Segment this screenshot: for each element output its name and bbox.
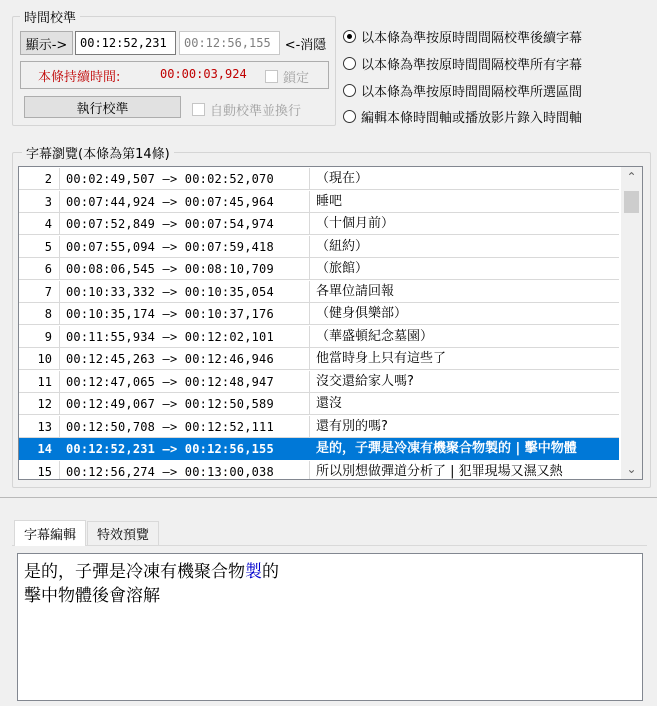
- subtitle-editor[interactable]: [17, 553, 643, 701]
- row-text: （紐約）: [316, 238, 369, 254]
- clear-button[interactable]: <-消隱: [284, 37, 327, 53]
- editor-line-1-after: 的: [262, 562, 279, 582]
- row-timecode: 00:12:49,067 —> 00:12:50,589: [60, 393, 310, 415]
- row-text: 是的，子彈是冷凍有機聚合物製的 | 擊中物體: [316, 441, 577, 456]
- row-number: 14: [19, 438, 60, 460]
- row-number: 12: [19, 393, 60, 415]
- list-scrollbar[interactable]: [621, 167, 642, 479]
- scroll-up-icon[interactable]: ⌃: [626, 170, 637, 184]
- row-timecode: 00:12:52,231 —> 00:12:56,155: [60, 438, 310, 460]
- subtitle-list[interactable]: [18, 166, 643, 480]
- table-row[interactable]: [19, 281, 619, 303]
- row-number: 8: [19, 303, 60, 325]
- show-button[interactable]: 顯示->: [20, 31, 73, 55]
- row-text: 還有別的嗎?: [316, 418, 388, 434]
- row-text: （旅館）: [316, 261, 369, 276]
- row-number: 10: [19, 348, 60, 370]
- table-row[interactable]: [19, 168, 619, 190]
- row-number: 5: [19, 236, 60, 258]
- editor-line-1-before: 是的，子彈是冷凍有機聚合物: [24, 562, 245, 582]
- auto-calibrate-checkbox: [192, 100, 301, 119]
- start-time-field[interactable]: 00:12:52,231: [75, 31, 176, 55]
- row-timecode: 00:12:50,708 —> 00:12:52,111: [60, 416, 310, 438]
- scroll-down-icon[interactable]: ⌄: [626, 462, 637, 476]
- panel-divider[interactable]: [0, 497, 657, 498]
- row-number: 15: [19, 461, 60, 481]
- editor-highlighted-char: 製: [245, 562, 262, 582]
- row-text: 睡吧: [316, 193, 343, 209]
- editor-line-1: [24, 560, 636, 584]
- table-row[interactable]: [19, 438, 619, 460]
- row-number: 7: [19, 281, 60, 303]
- lock-checkbox-box: [265, 70, 278, 83]
- row-timecode: 00:12:56,274 —> 00:13:00,038: [60, 461, 310, 481]
- radio-circle-2[interactable]: [343, 57, 356, 70]
- radio-label-4: 編輯本條時間軸或播放影片錄入時間軸: [361, 111, 583, 126]
- radio-label-1: 以本條為準按原時間間隔校準後續字幕: [361, 31, 583, 46]
- end-time-field: 00:12:56,155: [179, 31, 280, 55]
- table-row[interactable]: [19, 371, 619, 393]
- row-number: 13: [19, 416, 60, 438]
- row-text: 他當時身上只有這些了: [316, 351, 447, 366]
- row-number: 11: [19, 371, 60, 393]
- row-timecode: 00:02:49,507 —> 00:02:52,070: [60, 168, 310, 190]
- row-number: 2: [19, 168, 60, 190]
- table-row[interactable]: [19, 191, 619, 213]
- time-calibration-title: 時間校準: [20, 7, 80, 26]
- row-text: 各單位請回報: [316, 283, 395, 299]
- radio-label-3: 以本條為準按原時間間隔校準所選區間: [361, 85, 583, 100]
- radio-option-4[interactable]: [343, 107, 582, 126]
- row-timecode: 00:12:45,263 —> 00:12:46,946: [60, 348, 310, 370]
- row-text: （現在）: [316, 171, 369, 186]
- table-row[interactable]: [19, 416, 619, 438]
- row-text: （健身俱樂部）: [316, 306, 408, 321]
- duration-value: 00:00:03,924: [160, 67, 247, 81]
- radio-option-3[interactable]: [343, 81, 582, 100]
- row-timecode: 00:07:44,924 —> 00:07:45,964: [60, 191, 310, 213]
- lock-checkbox: [265, 67, 309, 86]
- editor-line-2: 擊中物體後會溶解: [24, 586, 160, 606]
- table-row[interactable]: [19, 236, 619, 258]
- row-timecode: 00:10:33,332 —> 00:10:35,054: [60, 281, 310, 303]
- duration-label: 本條持續時間:: [38, 70, 121, 85]
- radio-circle-1[interactable]: [343, 30, 356, 43]
- row-timecode: 00:07:52,849 —> 00:07:54,974: [60, 213, 310, 235]
- scroll-thumb[interactable]: [624, 191, 639, 213]
- row-number: 4: [19, 213, 60, 235]
- row-timecode: 00:11:55,934 —> 00:12:02,101: [60, 326, 310, 348]
- tab-effects-preview[interactable]: 特效預覽: [87, 521, 159, 545]
- radio-option-2[interactable]: [343, 54, 582, 73]
- radio-label-2: 以本條為準按原時間間隔校準所有字幕: [361, 58, 583, 73]
- radio-circle-3[interactable]: [343, 84, 356, 97]
- radio-option-1[interactable]: [343, 27, 582, 46]
- table-row[interactable]: [19, 303, 619, 325]
- auto-calibrate-label: 自動校準並換行: [210, 104, 302, 119]
- row-number: 6: [19, 258, 60, 280]
- subtitle-browse-title: 字幕瀏覽(本條為第14條): [22, 143, 174, 162]
- row-text: 所以別想做彈道分析了 | 犯罪現場又濕又熱: [316, 463, 563, 479]
- table-row[interactable]: [19, 348, 619, 370]
- row-text: （十個月前）: [316, 216, 395, 231]
- row-timecode: 00:10:35,174 —> 00:10:37,176: [60, 303, 310, 325]
- row-timecode: 00:08:06,545 —> 00:08:10,709: [60, 258, 310, 280]
- tab-subtitle-edit[interactable]: 字幕編輯: [14, 520, 86, 546]
- tab-strip-line: [12, 545, 647, 546]
- lock-label: 鎖定: [283, 71, 310, 86]
- row-timecode: 00:12:47,065 —> 00:12:48,947: [60, 371, 310, 393]
- table-row[interactable]: [19, 258, 619, 280]
- table-row[interactable]: [19, 461, 619, 481]
- execute-calibration-button[interactable]: 執行校準: [24, 96, 181, 118]
- row-number: 3: [19, 191, 60, 213]
- radio-circle-4[interactable]: [343, 110, 356, 123]
- table-row[interactable]: [19, 213, 619, 235]
- row-text: （華盛頓紀念墓園）: [316, 328, 434, 344]
- row-text: 沒交還給家人嗎?: [316, 373, 414, 389]
- table-row[interactable]: [19, 393, 619, 415]
- row-number: 9: [19, 326, 60, 348]
- table-row[interactable]: [19, 326, 619, 348]
- row-timecode: 00:07:55,094 —> 00:07:59,418: [60, 236, 310, 258]
- row-text: 還沒: [316, 396, 343, 411]
- auto-calibrate-checkbox-box: [192, 103, 205, 116]
